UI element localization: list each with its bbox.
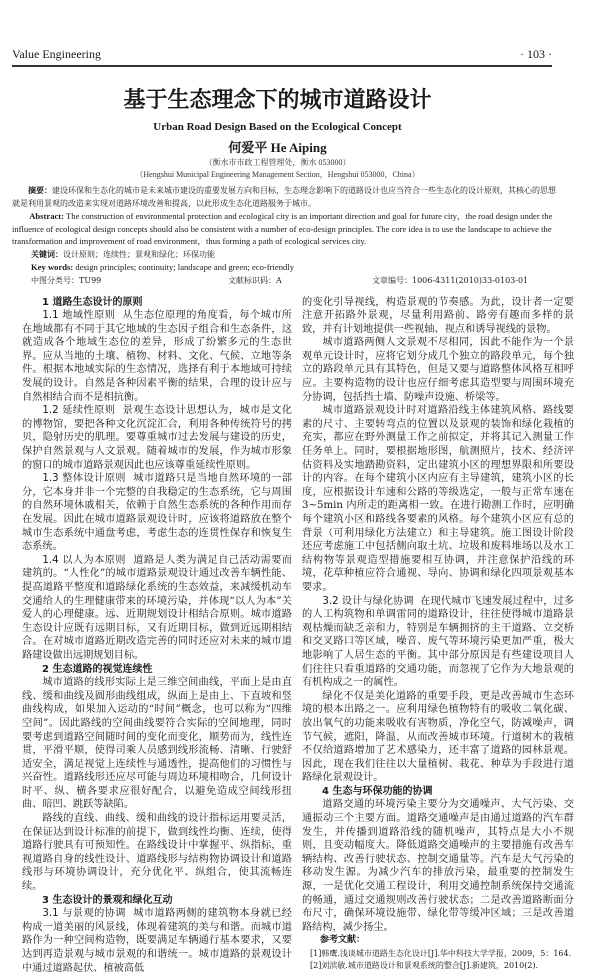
section-heading: 3 生态设计的景观和绿化互动 bbox=[22, 894, 292, 908]
paragraph-text: 在现代城市飞速发展过程中，过多的人工构筑物和单调雷同的道路设计，往往使得城市道路景观枯燥而缺乏亲和力，特别是车辆拥挤的主干道路、立交桥和交叉路口等区域，噪音、废气等环境污染更加严重，极大地影响了人居生态的平衡。其中部分原因是有些建设项目人们往往只看重道路的交通功能，而忽视了它作为大地景观的有机构成之一的属性。 bbox=[302, 596, 574, 689]
paragraph bbox=[22, 472, 292, 554]
two-column-body bbox=[12, 296, 577, 975]
keywords-cn-text: 设计原则；连续性；景观和绿化；环保功能 bbox=[63, 250, 215, 259]
abstract-cn-label: 摘要： bbox=[28, 185, 52, 195]
paragraph bbox=[22, 309, 292, 404]
affiliation-cn: （衡水市市政工程管理处，衡水 053000） bbox=[0, 158, 555, 168]
paragraph-text: 景观生态设计思想认为，城市是文化的博物馆，要把各种文化沉淀汇合，利用各种传统符号的拷贝，隐射历史的肌理。要尊重城市过去发展与建设的历史，保护自然景观与人文景观。随着城市的发展，作为城市形象的窗口的城市道路景观因此也应该尊重延续性原则。 bbox=[22, 405, 292, 470]
paragraph-text: 从生态位原理的角度看，每个城市所在地域都有不同于其它地域的生态因子组合和生态条件，这就造成各个地域生态位的差异，形成了纷繁多元的生态世界。应从当地的土壤、植物、材料、文化、气候、立地等条件。根据本地域实际的生态情况，选择有利于本地域可持续发展的设计。自然是各种因素平衡的结果，合理的设计应与自然相结合而不是相抗衡。 bbox=[22, 310, 292, 403]
keywords-cn-label: 关键词： bbox=[31, 249, 63, 259]
reference-item: [1]韩鹰.浅谈城市道路生态化设计[J].华中科技大学学报，2009，5：164. bbox=[302, 948, 574, 960]
paper-title-english: Urban Road Design Based on the Ecological Concept bbox=[0, 121, 555, 134]
abstract-cn bbox=[12, 184, 557, 210]
paragraph-text: 城市道路两侧的建筑物本身就已经构成一道美丽的风景线，体现着建筑的美与和谐。而城市道路作为一种空间构造物，既要满足车辆通行基本要求，又要达到再造景观与城市景观的和谐统一。城市道路的景观设计中通过道路起伏、植被高低 bbox=[22, 908, 292, 973]
abstract-cn-text: 建设环保和生态化的城市是未来城市建设的重要发展方向和目标，生态理念影响下的道路设计也应当符合一些生态化的设计原则，其核心的思想就是利用景观的改造来实现对道路环境改善和提高，以此形成生态化道路服务于城市。 bbox=[12, 186, 556, 208]
paragraph bbox=[302, 595, 574, 690]
journal-name: Value Engineering bbox=[12, 47, 101, 62]
running-header bbox=[12, 45, 552, 67]
subsection-heading: 1.3 整体设计原则 bbox=[42, 473, 126, 484]
classification-row bbox=[12, 274, 577, 287]
paragraph: 绿化不仅是美化道路的重要手段，更是改善城市生态环境的根本出路之一。应利用绿色植物特有的吸收二氧化碳、放出氧气的功能来吸收有害物质，净化空气，防减噪声，调节气候，遮阳，降温，从而改善城市环境。行道树木的栽植不仅给道路增加了艺术感染力，还丰富了道路的园林景观。因此，现在我们往往以大量植树、栽花、种草为手段进行道路绿化景观设计。 bbox=[302, 690, 574, 785]
abstract-en-label: Abstract: bbox=[29, 211, 64, 221]
paragraph bbox=[22, 554, 292, 663]
references-heading: 参考文献： bbox=[302, 934, 574, 948]
keywords-en bbox=[12, 261, 576, 274]
author: 何爱平 He Aiping bbox=[0, 140, 555, 156]
reference-item: [2]刘滨敏.城市道路设计和景观系统的整合[J].新建筑，2010(2). bbox=[302, 960, 574, 972]
paragraph: 的变化引导视线，构造景观的节奏感。为此，设计者一定要注意开拓路外景观，尽量利用路前、路旁有趣而多样的景致，并有计划地提供一些视轴、视点和诱导视线的景物。 bbox=[302, 296, 574, 337]
paragraph: 路线的直线、曲线、缓和曲线的设计指标运用要灵活，在保证达到设计标准的前提下，做到线性均衡、连续，使得道路行驶具有可预知性。在路线设计中掌握平、纵指标，重视道路自身的线性设计、道路线形与结构物协调设计和道路线形与环境协调设计，充分优化平、纵组合，使其流畅连续。 bbox=[22, 812, 292, 894]
left-column bbox=[22, 296, 292, 975]
paragraph-text: 道路是人类为满足自己活动需要而建筑的。“人性化”的城市道路景观设计通过改善车辆性能、提高道路平整度和道路绿化系统的生态效益，来减缓机动车交通给人的生理健康带来的环境污染，并体现“以人为本”关爱人的心理健康。远、近期规划设计相结合原则。城市道路生态设计应既有远期目标，又有近期目标，做到近远期相结合。在对城市道路近期改造完善的同时还应对未来的城市道路建设做出远期规划目标。 bbox=[22, 555, 292, 661]
paragraph: 道路交通的环境污染主要分为交通噪声、大气污染、交通振动三个主要方面。道路交通噪声是由通过道路的汽车群发生，并传播到道路沿线的随机噪声，其特点是大小不规则，且变动幅度大。降低道路交通噪声的主要措施有改善车辆结构、改善行驶状态、控制交通量等。汽车是大气污染的移动发生源。为减少汽车的排放污染，最重要的控制发生源，一是优化交通工程设计，利用交通控制系统保持交通流的畅通，通过交通规则改善行驶状态；二是改善道路断面分布尺寸，确保环境设施带、绿化带等缓冲区域；三是改善道路结构，减少扬尘。 bbox=[302, 798, 574, 934]
right-column bbox=[302, 296, 574, 975]
abstract-en-text: The construction of environmental protection and ecological city is an important direction and goal for future city，the road design under the influence of ecological design concepts should also be consistent with a number of eco-design principles. The core idea is to use the landscape to achieve the transformation and improvement of road environment，thus forming a path of ecological services city. bbox=[12, 211, 552, 246]
section-heading: 4 生态与环保功能的协调 bbox=[302, 785, 574, 799]
keywords-en-label: Key words: bbox=[31, 262, 73, 272]
paragraph: 城市道路景观设计时对道路沿线主体建筑风格、路线要素的尺寸、主要转弯点的位置以及景观的装饰和绿化栽植的充实，都应在野外测量工作之前拟定，并将其记入测量工作任务单上。同时，要根据地形图，航测照片，技术、经济评估资料及实地踏勘资料，定出建筑小区的理想界限和所要设计的内容。在每个建筑小区内应有主导建筑，建筑小区的长度，应根据设计车速和公路的等级选定，一般与正常车速在 3~5min 内所走的距离相一致。在进行勘测工作时，应明确每个建筑小区和路线各要素的风格。每个建筑小区应有总的背景（可利用绿化方法建立）和主导建筑。施工图设计阶段还应考虑施工中包括侧向取土坑、垃圾和废料堆场以及水工结构物等景观造型措施要相互协调，并注意保护沿线的环境，花草种植应符合通视、导向、协调和绿化四项景观基本要求。 bbox=[302, 404, 574, 594]
paragraph bbox=[22, 907, 292, 975]
paragraph-text: 城市道路只是当地自然环境的一部分，它本身并非一个完整的自我稳定的生态系统，它与周围的自然环境休戚相关，依赖于自然生态系统的各种作用而存在发展。因此在城市道路景观设计时，应该将道路放在整个城市生态系统中通盘考虑，考虑生态的连贯性保存和恢复生态系统。 bbox=[22, 473, 292, 552]
article-body bbox=[12, 184, 577, 975]
paragraph: 城市道路两侧人文景观不尽相同，因此不能作为一个景观单元设计时，应将它划分成几个独立的路段单元，每个独立的路段单元具有其特色，但是又要与道路整体风格互相呼应。主要构造物的设计也应仔细考虑其造型要与周围环境充分协调，包括挡土墙、防噪声设施、桥梁等。 bbox=[302, 336, 574, 404]
page-number: · 103 · bbox=[520, 47, 552, 62]
keywords-en-text: design principles; continuity; landscape and green; eco-friendly bbox=[75, 262, 294, 272]
subsection-heading: 1.4 以人为本原则 bbox=[42, 555, 126, 566]
subsection-heading: 3.2 设计与绿化协调 bbox=[322, 596, 413, 607]
section-heading: 1 道路生态设计的原则 bbox=[22, 296, 292, 310]
classification-number: 中图分类号：TU99 bbox=[31, 274, 101, 287]
paragraph: 城市道路的线形实际上是三维空间曲线，平面上是由直线、缓和曲线及圆形曲线组成，纵面上是由上、下直坡和竖曲线构成，如果加入运动的“时间”概念，也可以称为“四维空间”。因此路线的空间曲线要符合实际的空间地理，同时要考虑到道路空间随时间的变化而变化，顺势而为，线性连贯，平滑平顺，使得司乘人员感到线形流畅、清晰、行驶舒适安全，满足视觉上连续性与通透性，提高他们的习惯性与兴奋性。道路线形还应尽可能与周边环境相吻合，几何设计时平、纵、横各要求应很好配合，以避免造成空间线形扭曲、暗凹、跳跃等缺陷。 bbox=[22, 676, 292, 812]
affiliation-en: （Hengshui Municipal Engineering Management Section，Hengshui 053000，China） bbox=[0, 170, 555, 180]
subsection-heading: 3.1 与景观的协调 bbox=[42, 908, 126, 919]
paper-title: 基于生态理念下的城市道路设计 bbox=[0, 88, 555, 114]
subsection-heading: 1.1 地域性原则 bbox=[42, 310, 115, 321]
paragraph bbox=[22, 404, 292, 472]
document-code: 文献标识码：A bbox=[228, 274, 282, 287]
section-heading: 2 生态道路的视觉连续性 bbox=[22, 663, 292, 677]
keywords-cn bbox=[12, 248, 576, 261]
article-number: 文章编号：1006-4311(2010)33-0103-01 bbox=[372, 274, 528, 287]
subsection-heading: 1.2 延续性原则 bbox=[42, 405, 115, 416]
abstract-en bbox=[12, 210, 557, 248]
